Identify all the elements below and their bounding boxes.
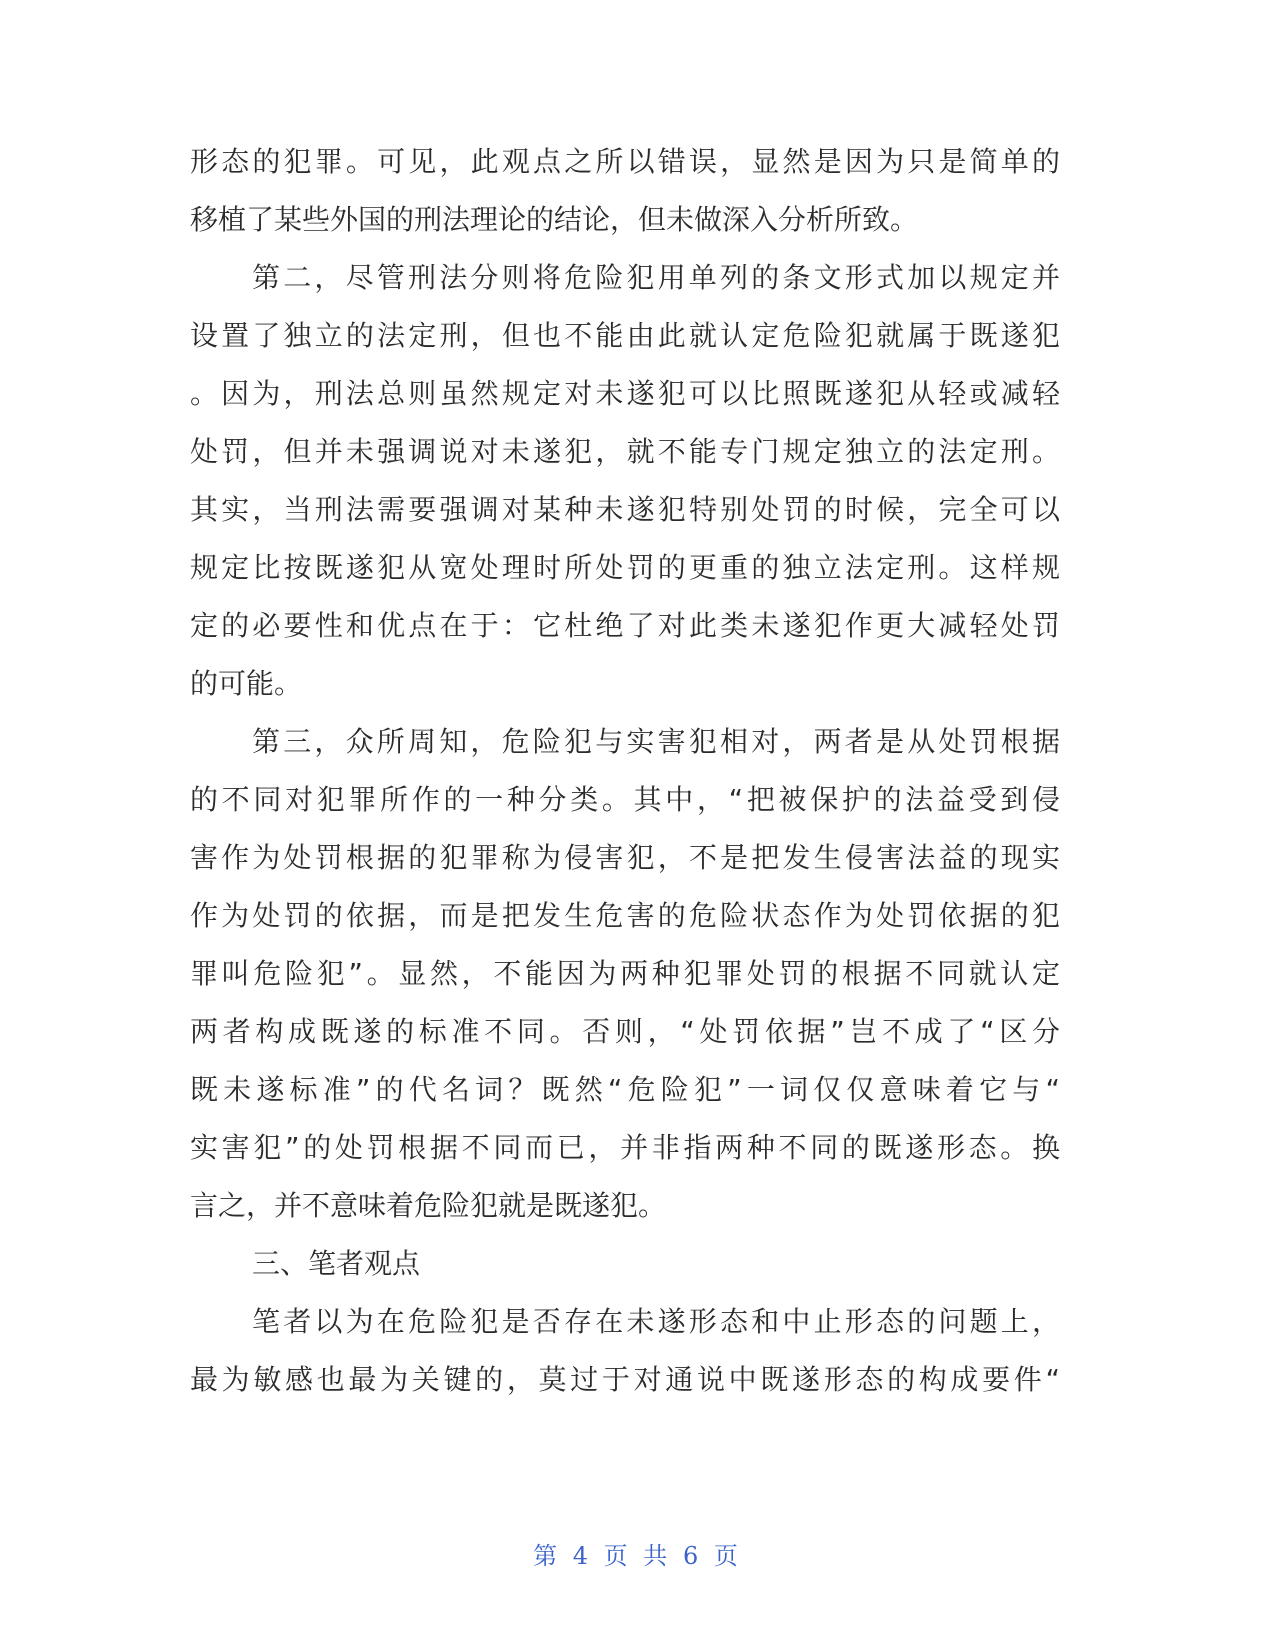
text-line-1: 形态的犯罪。可见，此观点之所以错误，显然是因为只是简单的	[190, 145, 1060, 178]
text-line-21: 笔者以为在危险犯是否存在未遂形态和中止形态的问题上，	[252, 1305, 1060, 1338]
text-line-13: 害作为处罚根据的犯罪称为侵害犯，不是把发生侵害法益的现实	[190, 841, 1060, 874]
text-line-14: 作为处罚的依据，而是把发生危害的危险状态作为处罚依据的犯	[190, 899, 1060, 932]
text-line-3: 第二，尽管刑法分则将危险犯用单列的条文形式加以规定并	[252, 261, 1060, 294]
text-line-9: 定的必要性和优点在于：它杜绝了对此类未遂犯作更大减轻处罚	[190, 609, 1060, 642]
text-line-5: 。因为，刑法总则虽然规定对未遂犯可以比照既遂犯从轻或减轻	[190, 377, 1060, 410]
text-line-8: 规定比按既遂犯从宽处理时所处罚的更重的独立法定刑。这样规	[190, 551, 1060, 584]
text-line-7: 其实，当刑法需要强调对某种未遂犯特别处罚的时候，完全可以	[190, 493, 1060, 526]
text-line-11: 第三，众所周知，危险犯与实害犯相对，两者是从处罚根据	[252, 725, 1060, 758]
text-line-10: 的可能。	[190, 667, 303, 700]
text-line-6: 处罚，但并未强调说对未遂犯，就不能专门规定独立的法定刑。	[190, 435, 1060, 468]
text-line-16: 两者构成既遂的标准不同。否则，“处罚依据”岂不成了“区分	[190, 1015, 1060, 1048]
text-line-17: 既未遂标准”的代名词？既然“危险犯”一词仅仅意味着它与“	[190, 1073, 1060, 1106]
text-line-19: 言之，并不意味着危险犯就是既遂犯。	[190, 1189, 667, 1222]
text-line-4: 设置了独立的法定刑，但也不能由此就认定危险犯就属于既遂犯	[190, 319, 1060, 352]
text-line-22: 最为敏感也最为关键的，莫过于对通说中既遂形态的构成要件“	[190, 1363, 1060, 1396]
section-heading: 三、笔者观点	[252, 1247, 421, 1280]
text-line-18: 实害犯”的处罚根据不同而已，并非指两种不同的既遂形态。换	[190, 1131, 1060, 1164]
page-number-footer: 第 4 页 共 6 页	[533, 1542, 742, 1570]
text-line-15: 罪叫危险犯”。显然，不能因为两种犯罪处罚的根据不同就认定	[190, 957, 1060, 990]
text-line-2: 移植了某些外国的刑法理论的结论，但未做深入分析所致。	[190, 203, 919, 236]
text-line-12: 的不同对犯罪所作的一种分类。其中，“把被保护的法益受到侵	[190, 783, 1060, 816]
